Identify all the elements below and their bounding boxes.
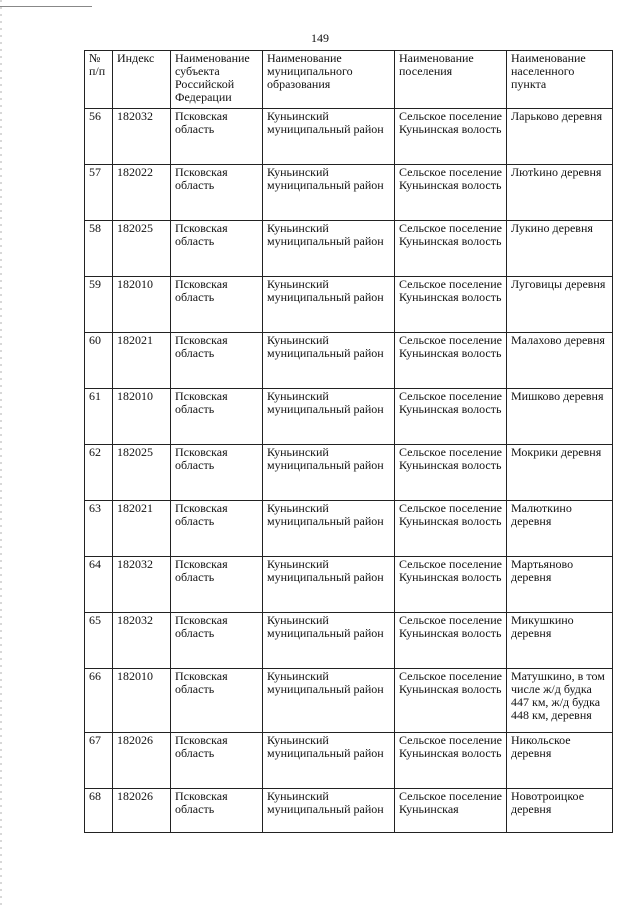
cell-subject: Псковская область	[171, 669, 263, 733]
cell-subject: Псковская область	[171, 613, 263, 669]
cell-subject: Псковская область	[171, 389, 263, 445]
scan-top-mark	[0, 6, 92, 7]
cell-municipality: Куньинский муниципальный район	[263, 501, 395, 557]
cell-index: 182010	[113, 669, 171, 733]
table-row	[85, 669, 613, 733]
cell-number: 58	[85, 221, 113, 277]
cell-subject: Псковская область	[171, 445, 263, 501]
cell-settlement: Сельское поселение Куньинская волость	[395, 389, 507, 445]
cell-number: 65	[85, 613, 113, 669]
cell-municipality: Куньинский муниципальный район	[263, 733, 395, 789]
cell-index: 182021	[113, 333, 171, 389]
cell-municipality: Куньинский муниципальный район	[263, 613, 395, 669]
cell-subject: Псковская область	[171, 557, 263, 613]
table-row	[85, 613, 613, 669]
table-row	[85, 789, 613, 833]
cell-locality: Никольское деревня	[507, 733, 613, 789]
cell-locality: Лютkино деревня	[507, 165, 613, 221]
cell-municipality: Куньинский муниципальный район	[263, 277, 395, 333]
cell-index: 182026	[113, 733, 171, 789]
table-row	[85, 165, 613, 221]
cell-subject: Псковская область	[171, 165, 263, 221]
cell-number: 66	[85, 669, 113, 733]
cell-settlement: Сельское поселение Куньинская волость	[395, 613, 507, 669]
cell-locality: Малюткино деревня	[507, 501, 613, 557]
cell-municipality: Куньинский муниципальный район	[263, 669, 395, 733]
table-row	[85, 389, 613, 445]
cell-number: 60	[85, 333, 113, 389]
cell-subject: Псковская область	[171, 109, 263, 165]
cell-index: 182032	[113, 557, 171, 613]
table-row	[85, 277, 613, 333]
table-row	[85, 733, 613, 789]
cell-settlement: Сельское поселение Куньинская волость	[395, 557, 507, 613]
cell-index: 182025	[113, 221, 171, 277]
table-header-row	[85, 51, 613, 109]
table-row	[85, 221, 613, 277]
cell-settlement: Сельское поселение Куньинская волость	[395, 501, 507, 557]
header-settlement: Наименование поселения	[395, 51, 507, 109]
table-body	[85, 109, 613, 833]
cell-municipality: Куньинский муниципальный район	[263, 109, 395, 165]
cell-locality: Лукино деревня	[507, 221, 613, 277]
cell-subject: Псковская область	[171, 277, 263, 333]
cell-index: 182026	[113, 789, 171, 833]
cell-locality: Новотроицкое деревня	[507, 789, 613, 833]
page-number: 149	[311, 31, 329, 45]
table-row	[85, 557, 613, 613]
cell-subject: Псковская область	[171, 733, 263, 789]
cell-number: 68	[85, 789, 113, 833]
header-locality: Наименование населенного пункта	[507, 51, 613, 109]
cell-municipality: Куньинский муниципальный район	[263, 557, 395, 613]
cell-settlement: Сельское поселение Куньинская волость	[395, 333, 507, 389]
settlements-table	[84, 50, 613, 833]
cell-number: 64	[85, 557, 113, 613]
cell-locality: Мишково деревня	[507, 389, 613, 445]
cell-subject: Псковская область	[171, 789, 263, 833]
cell-index: 182022	[113, 165, 171, 221]
cell-settlement: Сельское поселение Куньинская волость	[395, 221, 507, 277]
cell-settlement: Сельское поселение Куньинская волость	[395, 277, 507, 333]
cell-municipality: Куньинский муниципальный район	[263, 445, 395, 501]
cell-number: 59	[85, 277, 113, 333]
cell-locality: Малахово деревня	[507, 333, 613, 389]
table-row	[85, 109, 613, 165]
cell-settlement: Сельское поселение Куньинская волость	[395, 733, 507, 789]
cell-locality: Матушкино, в том числе ж/д будка 447 км, ж/д будка 448 км, деревня	[507, 669, 613, 733]
cell-municipality: Куньинский муниципальный район	[263, 333, 395, 389]
cell-settlement: Сельское поселение Куньинская волость	[395, 109, 507, 165]
cell-number: 61	[85, 389, 113, 445]
cell-municipality: Куньинский муниципальный район	[263, 221, 395, 277]
scan-edge-artifact	[0, 0, 2, 905]
cell-municipality: Куньинский муниципальный район	[263, 165, 395, 221]
cell-settlement: Сельское поселение Куньинская волость	[395, 669, 507, 733]
cell-number: 67	[85, 733, 113, 789]
cell-locality: Мартьяново деревня	[507, 557, 613, 613]
cell-number: 57	[85, 165, 113, 221]
cell-subject: Псковская область	[171, 221, 263, 277]
cell-index: 182010	[113, 277, 171, 333]
table-row	[85, 445, 613, 501]
header-number: № п/п	[85, 51, 113, 109]
cell-settlement: Сельское поселение Куньинская волость	[395, 445, 507, 501]
cell-locality: Ларьково деревня	[507, 109, 613, 165]
cell-settlement: Сельское поселение Куньинская волость	[395, 165, 507, 221]
cell-municipality: Куньинский муниципальный район	[263, 789, 395, 833]
cell-number: 56	[85, 109, 113, 165]
cell-locality: Луговицы деревня	[507, 277, 613, 333]
header-municipality: Наименование муниципального образования	[263, 51, 395, 109]
cell-subject: Псковская область	[171, 501, 263, 557]
cell-settlement: Сельское поселение Куньинская	[395, 789, 507, 833]
table-row	[85, 501, 613, 557]
cell-number: 63	[85, 501, 113, 557]
cell-index: 182032	[113, 613, 171, 669]
cell-index: 182010	[113, 389, 171, 445]
table-row	[85, 333, 613, 389]
cell-index: 182021	[113, 501, 171, 557]
cell-number: 62	[85, 445, 113, 501]
header-index: Индекс	[113, 51, 171, 109]
cell-locality: Микушкино деревня	[507, 613, 613, 669]
cell-index: 182025	[113, 445, 171, 501]
cell-index: 182032	[113, 109, 171, 165]
cell-municipality: Куньинский муниципальный район	[263, 389, 395, 445]
cell-subject: Псковская область	[171, 333, 263, 389]
header-subject: Наименование субъекта Российской Федерации	[171, 51, 263, 109]
cell-locality: Мокрики деревня	[507, 445, 613, 501]
